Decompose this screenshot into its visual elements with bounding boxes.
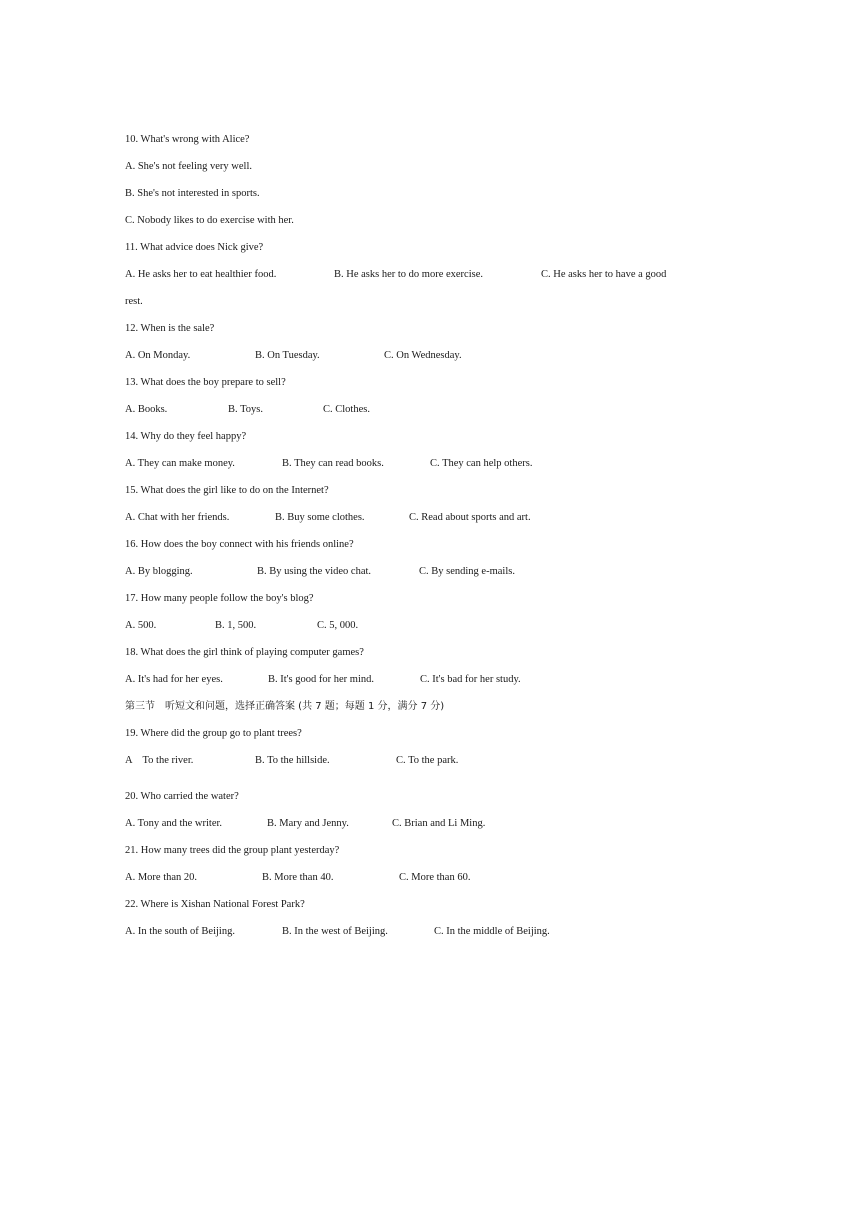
question-21-option-c: C. More than 60. bbox=[399, 872, 471, 883]
question-22-option-c: C. In the middle of Beijing. bbox=[434, 926, 550, 937]
question-20-option-a: A. Tony and the writer. bbox=[125, 818, 223, 829]
question-20-option-c: C. Brian and Li Ming. bbox=[392, 818, 486, 829]
section-3-heading: 第三节 听短文和问题，选择正确答案 (共 7 题；每题 1 分，满分 7 分) bbox=[125, 701, 445, 712]
question-20-option-b: B. Mary and Jenny. bbox=[267, 818, 349, 829]
question-20-options bbox=[125, 817, 725, 831]
question-18-stem: 18. What does the girl think of playing computer games? bbox=[125, 647, 364, 658]
question-11-option-b: B. He asks her to do more exercise. bbox=[334, 269, 483, 280]
question-11-option-a: A. He asks her to eat healthier food. bbox=[125, 269, 277, 280]
question-11-option-c: C. He asks her to have a good bbox=[541, 269, 667, 280]
question-12-stem: 12. When is the sale? bbox=[125, 323, 215, 334]
question-17-option-c: C. 5, 000. bbox=[317, 620, 359, 631]
question-14-option-b: B. They can read books. bbox=[282, 458, 384, 469]
question-19-stem: 19. Where did the group go to plant trees? bbox=[125, 728, 302, 739]
question-10-option-a: A. She's not feeling very well. bbox=[125, 161, 252, 172]
question-21-option-a: A. More than 20. bbox=[125, 872, 198, 883]
question-16-stem: 16. How does the boy connect with his friends online? bbox=[125, 539, 354, 550]
question-15-stem: 15. What does the girl like to do on the Internet? bbox=[125, 485, 329, 496]
question-10-option-b: B. She's not interested in sports. bbox=[125, 188, 260, 199]
question-18-options bbox=[125, 673, 725, 687]
question-17-options bbox=[125, 619, 725, 633]
question-18-option-c: C. It's bad for her study. bbox=[420, 674, 521, 685]
question-12-option-a: A. On Monday. bbox=[125, 350, 191, 361]
question-17-stem: 17. How many people follow the boy's blog? bbox=[125, 593, 314, 604]
question-16-option-c: C. By sending e-mails. bbox=[419, 566, 515, 577]
question-21-options bbox=[125, 871, 725, 885]
question-14-option-a: A. They can make money. bbox=[125, 458, 235, 469]
question-13-option-a: A. Books. bbox=[125, 404, 168, 415]
question-15-options bbox=[125, 511, 725, 525]
question-19-options bbox=[125, 754, 725, 768]
question-15-option-b: B. Buy some clothes. bbox=[275, 512, 365, 523]
question-21-option-b: B. More than 40. bbox=[262, 872, 334, 883]
question-13-option-c: C. Clothes. bbox=[323, 404, 370, 415]
question-19-option-a: A To the river. bbox=[125, 755, 194, 766]
question-12-option-b: B. On Tuesday. bbox=[255, 350, 320, 361]
question-13-stem: 13. What does the boy prepare to sell? bbox=[125, 377, 286, 388]
question-16-option-a: A. By blogging. bbox=[125, 566, 193, 577]
question-22-option-b: B. In the west of Beijing. bbox=[282, 926, 388, 937]
question-17-option-a: A. 500. bbox=[125, 620, 157, 631]
question-11-stem: 11. What advice does Nick give? bbox=[125, 242, 264, 253]
question-22-options bbox=[125, 925, 725, 939]
question-15-option-a: A. Chat with her friends. bbox=[125, 512, 230, 523]
question-13-option-b: B. Toys. bbox=[228, 404, 263, 415]
question-22-stem: 22. Where is Xishan National Forest Park? bbox=[125, 899, 305, 910]
question-21-stem: 21. How many trees did the group plant yesterday? bbox=[125, 845, 340, 856]
question-18-option-b: B. It's good for her mind. bbox=[268, 674, 375, 685]
question-16-option-b: B. By using the video chat. bbox=[257, 566, 372, 577]
question-12-options bbox=[125, 349, 725, 363]
question-19-option-b: B. To the hillside. bbox=[255, 755, 330, 766]
question-14-option-c: C. They can help others. bbox=[430, 458, 533, 469]
question-19-option-c: C. To the park. bbox=[396, 755, 459, 766]
question-16-options bbox=[125, 565, 725, 579]
question-10-stem: 10. What's wrong with Alice? bbox=[125, 134, 250, 145]
question-11-option-c-continued: rest. bbox=[125, 296, 143, 307]
question-20-stem: 20. Who carried the water? bbox=[125, 791, 239, 802]
question-17-option-b: B. 1, 500. bbox=[215, 620, 257, 631]
question-15-option-c: C. Read about sports and art. bbox=[409, 512, 531, 523]
question-12-option-c: C. On Wednesday. bbox=[384, 350, 462, 361]
question-22-option-a: A. In the south of Beijing. bbox=[125, 926, 235, 937]
question-18-option-a: A. It's had for her eyes. bbox=[125, 674, 223, 685]
question-14-stem: 14. Why do they feel happy? bbox=[125, 431, 247, 442]
question-14-options bbox=[125, 457, 725, 471]
question-13-options bbox=[125, 403, 725, 417]
question-10-option-c: C. Nobody likes to do exercise with her. bbox=[125, 215, 294, 226]
question-11-options bbox=[125, 268, 725, 282]
